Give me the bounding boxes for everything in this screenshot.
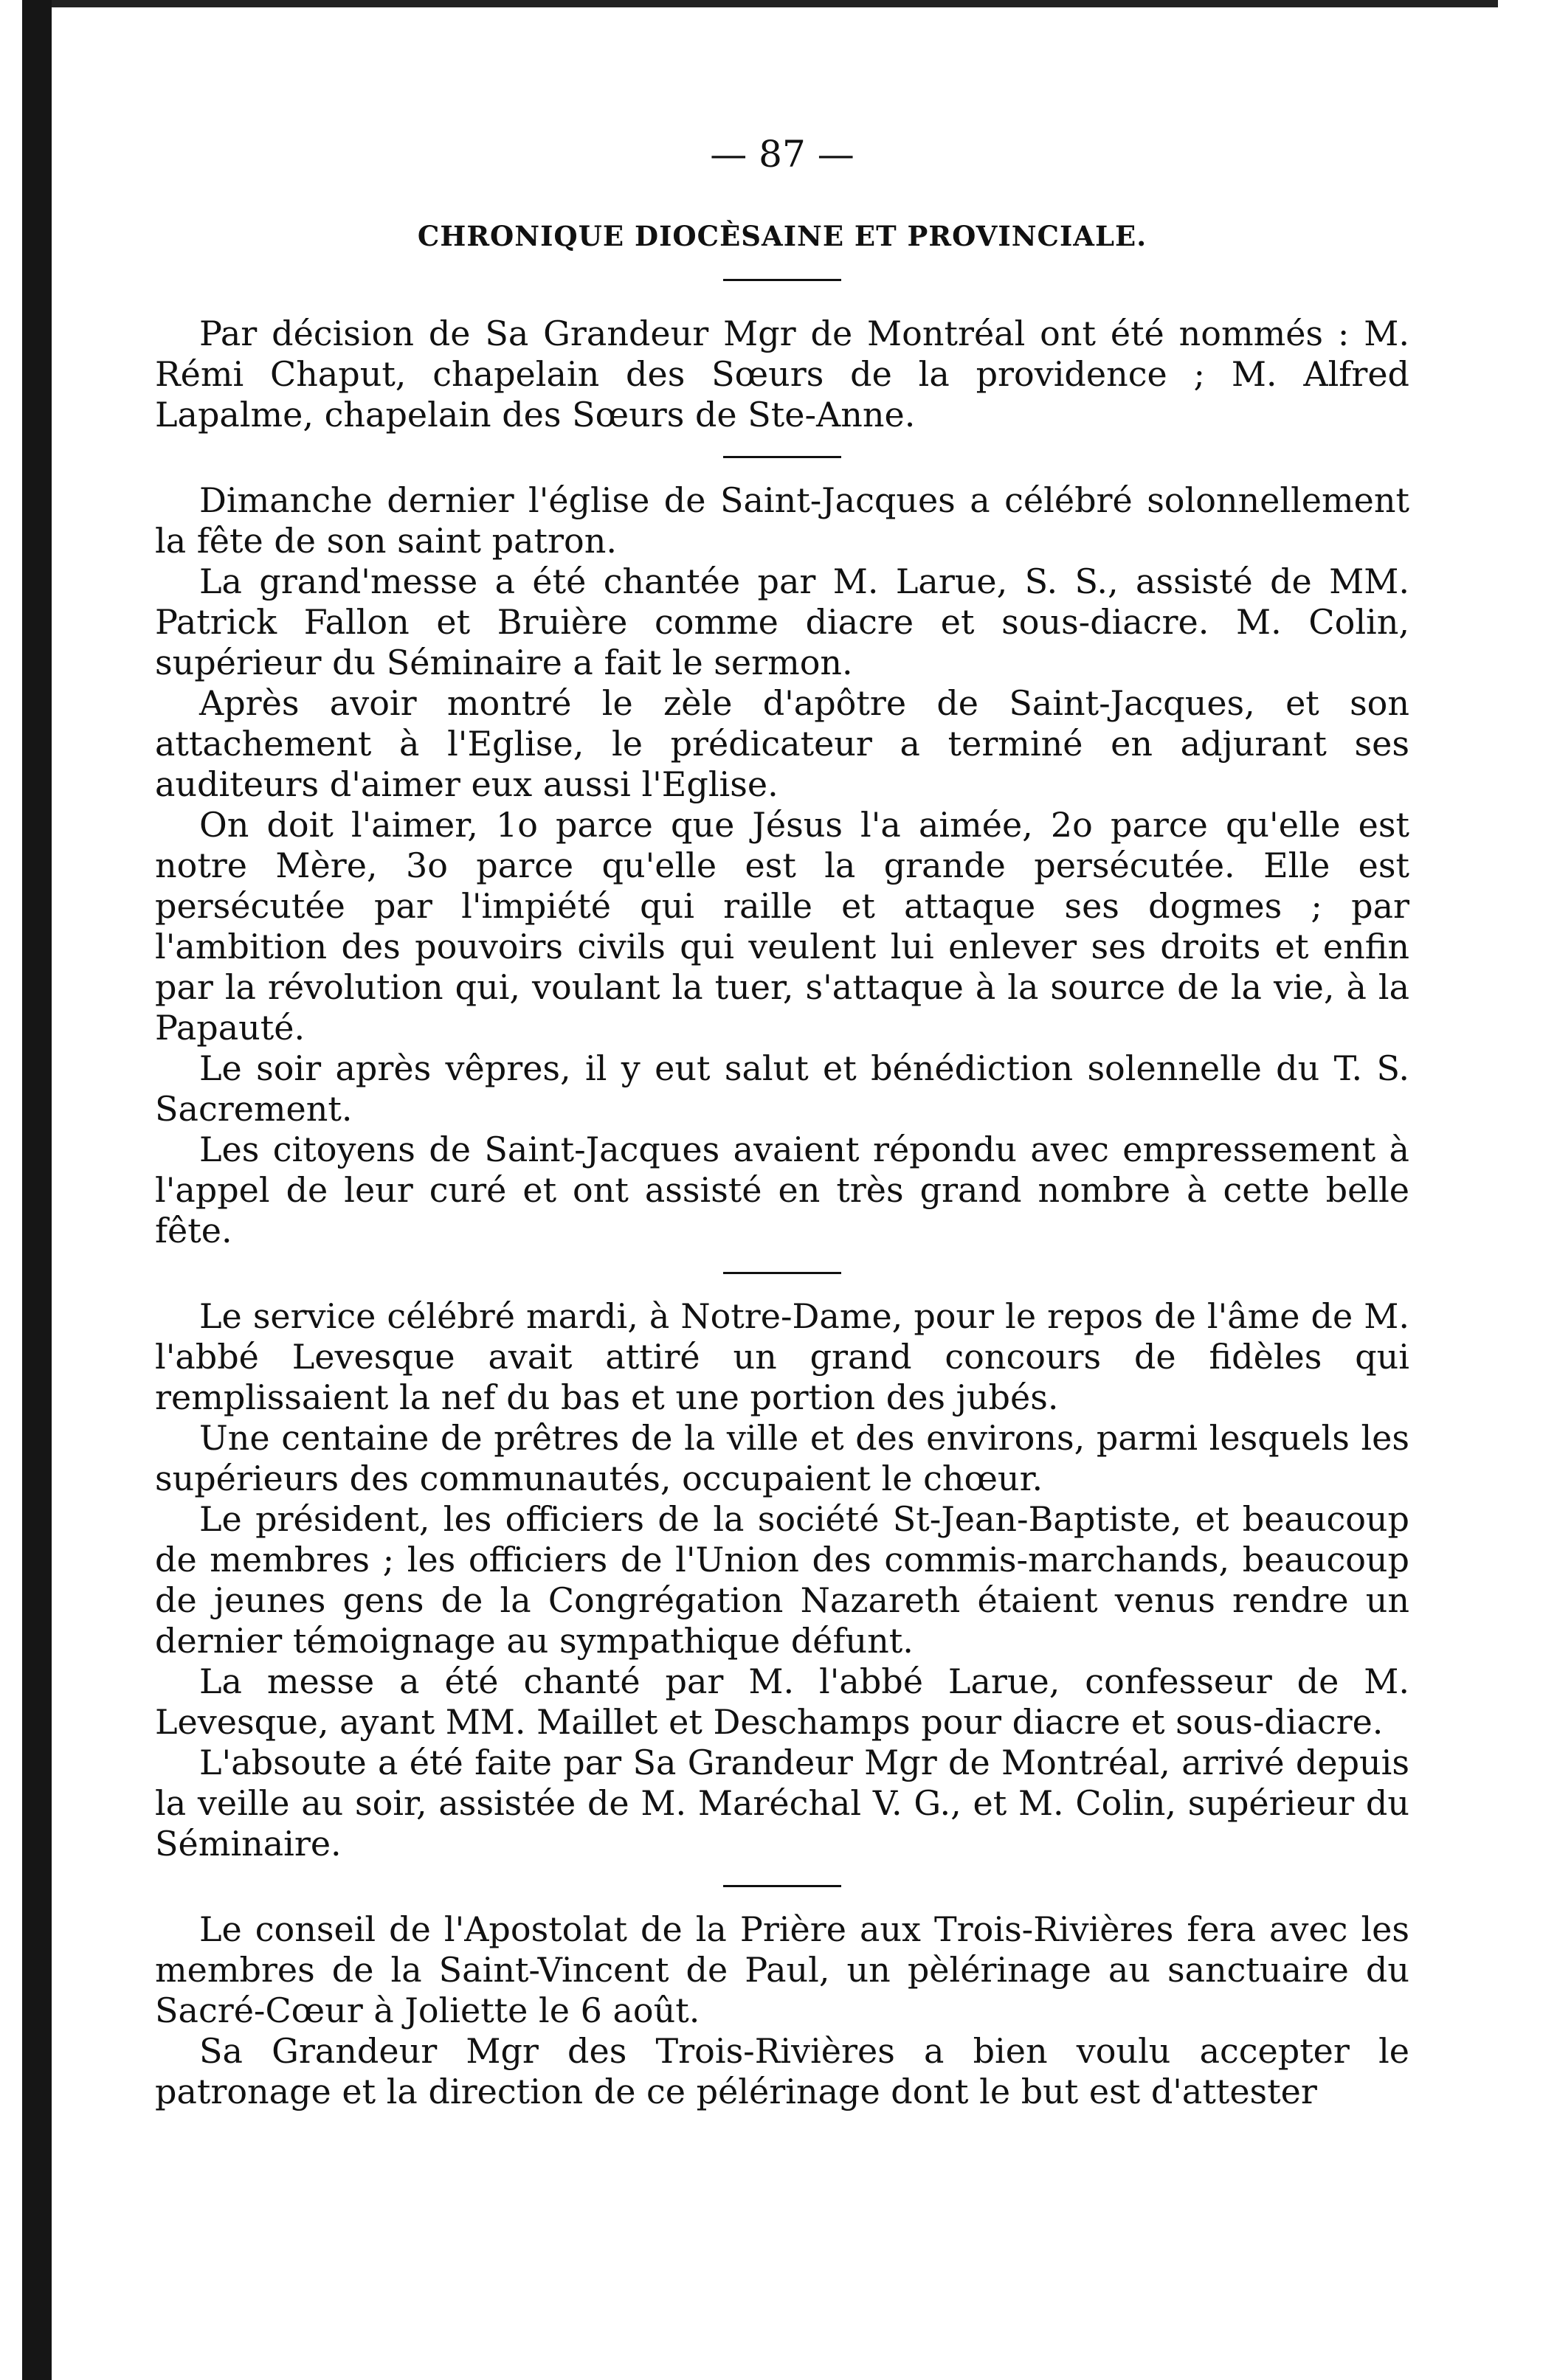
- scan-edge-left: [22, 0, 52, 2380]
- paragraph: Le soir après vêpres, il y eut salut et bénédiction solennelle du T. S. Sacrement.: [155, 1048, 1409, 1129]
- paragraph: Dimanche dernier l'église de Saint-Jacques a célébré solonnellement la fête de son saint patron.: [155, 480, 1409, 561]
- paragraph: On doit l'aimer, 1o parce que Jésus l'a aimée, 2o parce qu'elle est notre Mère, 3o parce qu'elle est la grande persécutée. Elle est persécutée par l'impiété qui raille et attaque ses dogmes ; par l'ambition des pouvoirs civils qui veulent lui enlever ses droits et enfin par la révolution qui, voulant la tuer, s'attaque à la source de la vie, à la Papauté.: [155, 805, 1409, 1048]
- paragraph: Sa Grandeur Mgr des Trois-Rivières a bien voulu accepter le patronage et la direction de ce pélérinage dont le but est d'attester: [155, 2031, 1409, 2111]
- paragraph: La messe a été chanté par M. l'abbé Larue, confesseur de M. Levesque, ayant MM. Maillet et Deschamps pour diacre et sous-diacre.: [155, 1661, 1409, 1742]
- section-nominations: [155, 314, 1409, 435]
- paragraph: Le président, les officiers de la société St-Jean-Baptiste, et beaucoup de membres ; les officiers de l'Union des commis-marchands, beaucoup de jeunes gens de la Congrégation Nazareth étaient venus rendre un dernier témoignage au sympathique défunt.: [155, 1499, 1409, 1661]
- section-service-levesque: [155, 1296, 1409, 1864]
- section-saint-jacques: [155, 480, 1409, 1251]
- paragraph: La grand'messe a été chantée par M. Larue, S. S., assisté de MM. Patrick Fallon et Bruière comme diacre et sous-diacre. M. Colin, supérieur du Séminaire a fait le sermon.: [155, 561, 1409, 682]
- paragraph: Les citoyens de Saint-Jacques avaient répondu avec empressement à l'appel de leur curé et ont assisté en très grand nombre à cette belle fête.: [155, 1130, 1409, 1250]
- section-separator: [723, 1885, 841, 1887]
- paragraph: Après avoir montré le zèle d'apôtre de Saint-Jacques, et son attachement à l'Eglise, le prédicateur a terminé en adjurant ses auditeurs d'aimer eux aussi l'Eglise.: [155, 683, 1409, 804]
- paragraph: Le service célébré mardi, à Notre-Dame, pour le repos de l'âme de M. l'abbé Levesque avait attiré un grand concours de fidèles qui remplissaient la nef du bas et une portion des jubés.: [155, 1296, 1409, 1417]
- scan-edge-top: [52, 0, 1498, 7]
- paragraph: Une centaine de prêtres de la ville et des environs, parmi lesquels les supérieurs des communautés, occupaient le chœur.: [155, 1418, 1409, 1498]
- page-number: — 87 —: [710, 133, 855, 176]
- page-heading: CHRONIQUE DIOCÈSAINE ET PROVINCIALE.: [417, 220, 1147, 252]
- section-pelerinage: [155, 1909, 1409, 2112]
- page: [155, 133, 1409, 2112]
- section-separator: [723, 456, 841, 458]
- section-separator: [723, 1272, 841, 1274]
- paragraph: Le conseil de l'Apostolat de la Prière aux Trois-Rivières fera avec les membres de la Saint-Vincent de Paul, un pèlérinage au sanctuaire du Sacré-Cœur à Joliette le 6 août.: [155, 1909, 1409, 2030]
- paragraph: L'absoute a été faite par Sa Grandeur Mgr de Montréal, arrivé depuis la veille au soir, assistée de M. Maréchal V. G., et M. Colin, supérieur du Séminaire.: [155, 1743, 1409, 1864]
- heading-rule: [723, 279, 841, 281]
- paragraph: Par décision de Sa Grandeur Mgr de Montréal ont été nommés : M. Rémi Chaput, chapelain des Sœurs de la providence ; M. Alfred Lapalme, chapelain des Sœurs de Ste-Anne.: [155, 314, 1409, 435]
